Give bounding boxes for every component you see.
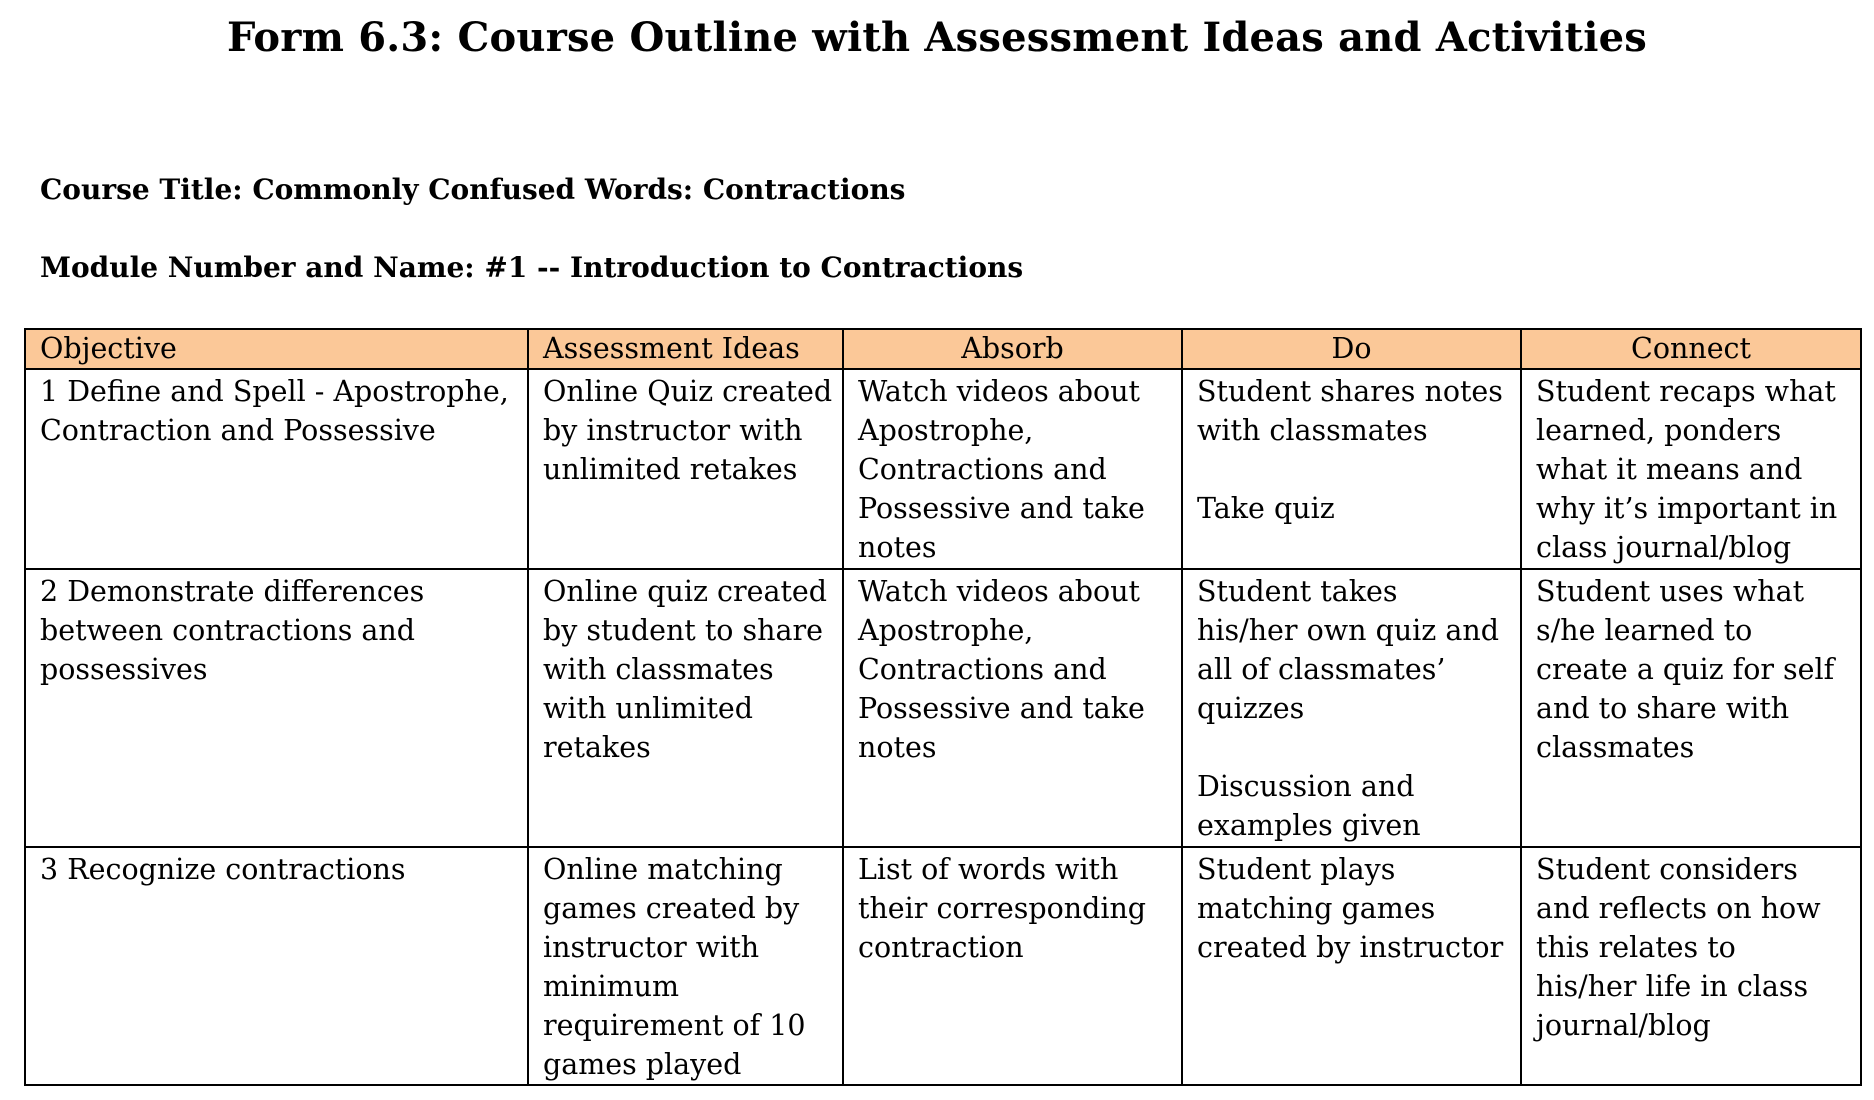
cell-text-line: with unlimited: [543, 692, 754, 725]
table-row: [25, 847, 1861, 1085]
cell-text-line: matching games: [1197, 892, 1436, 925]
cell-text-line: Possessive and take: [858, 492, 1145, 525]
cell-text-line: and reflects on how: [1536, 892, 1821, 925]
connect-cell: [1521, 569, 1861, 847]
cell-text-line: his/her own quiz and: [1197, 614, 1499, 647]
cell-text-line: Student uses what: [1536, 575, 1805, 608]
cell-text-line: Take quiz: [1197, 492, 1335, 525]
course-outline-table: [24, 328, 1862, 1086]
cell-text-line: unlimited retakes: [543, 453, 798, 486]
cell-text-line: learned, ponders: [1536, 414, 1782, 447]
cell-text-line: Possessive and take: [858, 692, 1145, 725]
assessment-cell: [528, 369, 843, 569]
connect-cell: [1521, 847, 1861, 1085]
cell-text-line: minimum: [543, 970, 680, 1003]
cell-paragraph: [1197, 767, 1506, 845]
objective-cell: [25, 847, 528, 1085]
cell-text-line: created by instructor: [1197, 931, 1504, 964]
cell-text-line: notes: [858, 531, 937, 564]
cell-text-line: Discussion and: [1197, 770, 1415, 803]
cell-text-line: class journal/blog: [1536, 531, 1792, 564]
cell-text-line: s/he learned to: [1536, 614, 1753, 647]
cell-text-line: notes: [858, 731, 937, 764]
cell-text-line: possessives: [40, 653, 208, 686]
assessment-cell: [528, 847, 843, 1085]
cell-text-line: Student takes: [1197, 575, 1398, 608]
cell-text-line: Online Quiz created: [543, 375, 833, 408]
module-name: Module Number and Name: #1 -- Introduction to Contractions: [40, 251, 1024, 284]
cell-text-line: contraction: [858, 931, 1024, 964]
absorb-cell: [843, 569, 1182, 847]
absorb-cell: [843, 847, 1182, 1085]
table-header-row: [25, 329, 1861, 369]
cell-text-line: Contraction and Possessive: [40, 414, 436, 447]
cell-text-line: instructor with: [543, 931, 760, 964]
cell-text-line: 1 Define and Spell - Apostrophe,: [40, 375, 509, 408]
connect-cell: [1521, 369, 1861, 569]
cell-text-line: quizzes: [1197, 692, 1305, 725]
cell-text-line: Student plays: [1197, 853, 1396, 886]
cell-paragraph: [1197, 489, 1506, 528]
cell-text-line: 2 Demonstrate differences: [40, 575, 425, 608]
do-cell: [1182, 369, 1521, 569]
cell-text-line: Watch videos about: [858, 375, 1141, 408]
cell-paragraph: [1197, 372, 1506, 450]
cell-text-line: with classmates: [1197, 414, 1428, 447]
cell-text-line: all of classmates’: [1197, 653, 1446, 686]
cell-text-line: retakes: [543, 731, 651, 764]
cell-text-line: their corresponding: [858, 892, 1147, 925]
header-do: Do: [1182, 329, 1521, 369]
cell-text-line: his/her life in class: [1536, 970, 1809, 1003]
cell-text-line: this relates to: [1536, 931, 1736, 964]
cell-text-line: Contractions and: [858, 453, 1107, 486]
cell-text-line: Apostrophe,: [858, 614, 1034, 647]
header-assessment-ideas: Assessment Ideas: [528, 329, 843, 369]
cell-text-line: Online quiz created: [543, 575, 828, 608]
header-absorb: Absorb: [843, 329, 1182, 369]
do-cell: [1182, 569, 1521, 847]
cell-text-line: Student considers: [1536, 853, 1798, 886]
course-title: Course Title: Commonly Confused Words: Contractions: [40, 173, 906, 206]
cell-text-line: by student to share: [543, 614, 823, 647]
cell-text-line: examples given: [1197, 809, 1421, 842]
cell-text-line: Student shares notes: [1197, 375, 1503, 408]
absorb-cell: [843, 369, 1182, 569]
cell-text-line: classmates: [1536, 731, 1695, 764]
table-row: [25, 369, 1861, 569]
cell-text-line: requirement of 10: [543, 1009, 806, 1042]
objective-cell: [25, 369, 528, 569]
table-row: [25, 569, 1861, 847]
cell-text-line: List of words with: [858, 853, 1119, 886]
cell-text-line: and to share with: [1536, 692, 1790, 725]
cell-text-line: between contractions and: [40, 614, 415, 647]
cell-paragraph: [1197, 572, 1506, 728]
cell-text-line: what it means and: [1536, 453, 1803, 486]
cell-text-line: Contractions and: [858, 653, 1107, 686]
cell-text-line: journal/blog: [1536, 1009, 1711, 1042]
objective-cell: [25, 569, 528, 847]
cell-text-line: Apostrophe,: [858, 414, 1034, 447]
do-cell: [1182, 847, 1521, 1085]
header-connect: Connect: [1521, 329, 1861, 369]
cell-text-line: with classmates: [543, 653, 774, 686]
cell-text-line: by instructor with: [543, 414, 803, 447]
header-objective: Objective: [25, 329, 528, 369]
cell-text-line: games created by: [543, 892, 800, 925]
cell-text-line: 3 Recognize contractions: [40, 853, 406, 886]
cell-paragraph: [1197, 850, 1506, 967]
cell-text-line: Student recaps what: [1536, 375, 1836, 408]
page-title: Form 6.3: Course Outline with Assessment Ideas and Activities: [227, 14, 1647, 61]
cell-text-line: why it’s important in: [1536, 492, 1838, 525]
cell-text-line: Watch videos about: [858, 575, 1141, 608]
cell-text-line: games played: [543, 1048, 742, 1081]
cell-text-line: Online matching: [543, 853, 783, 886]
cell-text-line: create a quiz for self: [1536, 653, 1835, 686]
assessment-cell: [528, 569, 843, 847]
